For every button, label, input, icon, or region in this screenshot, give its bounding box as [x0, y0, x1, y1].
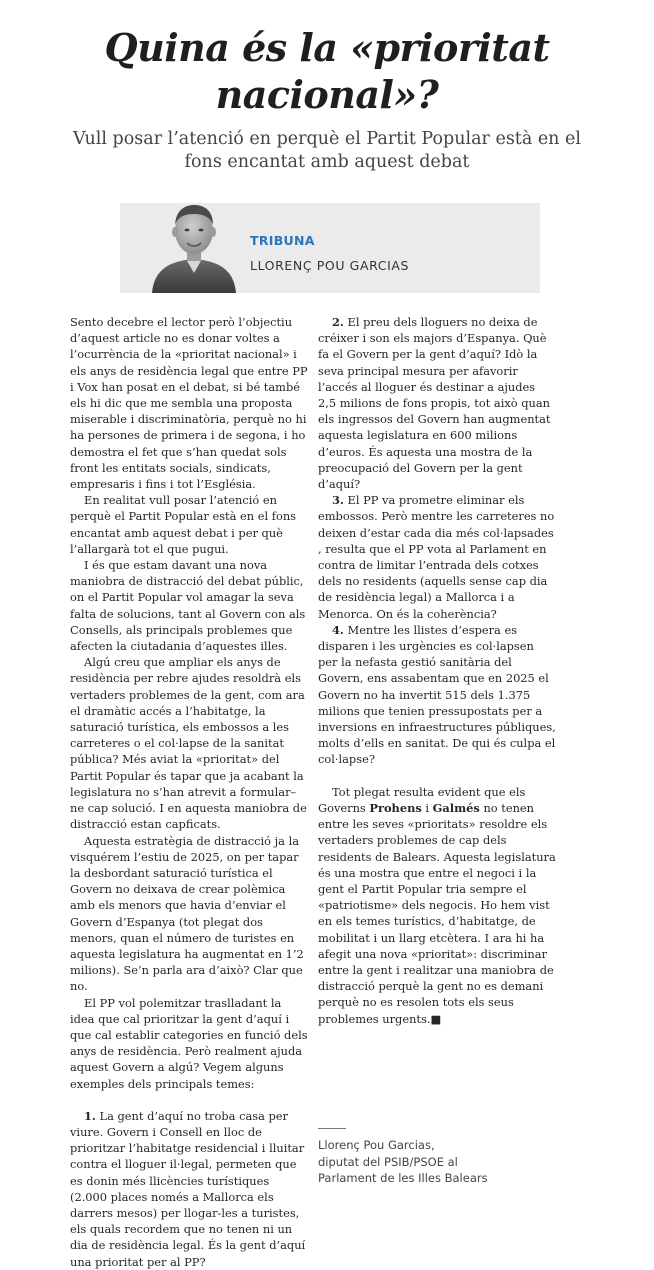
- list-item-text: La gent d’aquí no troba casa per viure. Govern i Consell en lloc de prioritzar l’habitatge residencial i lluitar contra el lloguer il·legal, permeten que es donin més llicències turístiques (2.000 places només a Mallorca els darrers mesos) per llogar-les a turistes, els quals recordem que no tenen ni un dia de residència legal. És la gent d’aquí una prioritat per al PP?: [70, 1108, 306, 1269]
- body-paragraph: En realitat vull posar l’atenció en perquè el Partit Popular està en el fons encantat amb aquest debat i per què l’allargarà tot el que pugui.: [70, 493, 296, 556]
- article-headline: [0, 0, 654, 118]
- headline-text: Quina és la «prioritat nacional»?: [104, 25, 550, 117]
- body-paragraph: El PP vol polemitzar traslladant la idea que cal prioritzar la gent d’aquí i que cal establir categories en funció dels anys de residència. Però realment ajuda aquest Govern a algú? Vegem alguns exemples dels principals temes:: [70, 995, 308, 1091]
- author-signature: [318, 1128, 558, 1187]
- end-mark-icon: ■: [430, 1011, 442, 1026]
- body-paragraph: Sento decebre el lector però l’objectiu d’aquest article no es donar voltes a l’ocurrència de la «prioritat nacional» i els anys de residència legal que entre PP i Vox han posat en el debat, si bé també els hi dic que me sembla una proposta miserable i discriminatòria, perquè no hi ha persones de primera i de segona, i ho demostra el fet que s’han quedat sols front les entitats socials, sindicats, empresaris i fins i tot l’Església.: [70, 315, 308, 492]
- signature-institution: Parlament de les Illes Balears: [318, 1171, 488, 1185]
- article-body: [0, 314, 654, 1269]
- signature-divider: [318, 1128, 346, 1129]
- list-item-3: [318, 492, 556, 622]
- article-subtitle: Vull posar l’atenció en perquè el Partit Popular està en el fons encantat amb aquest debat: [73, 129, 581, 172]
- list-item-4: [318, 622, 556, 768]
- closing-name-galmes: Galmés: [432, 800, 480, 815]
- list-item-number: 1.: [84, 1108, 96, 1123]
- byline-section-label: TRIBUNA: [250, 233, 315, 248]
- list-item-text: El preu dels lloguers no deixa de créixer i son els majors d’Espanya. Què fa el Govern per la gent d’aquí? Idò la seva principal mesura per afavorir l’accés al lloguer és destinar a ajudes 2,5 milions de fons propis, tot això quan els ingressos del Govern han augmentat aquesta legislatura en 600 milions d’euros. És aquesta una mostra de la preocupació del Govern per la gent d’aquí?: [318, 315, 551, 492]
- body-column-right: [318, 314, 556, 1027]
- closing-name-prohens: Prohens: [369, 800, 422, 815]
- closing-text-c: no tenen entre les seves «prioritats» resoldre els vertaders problemes de cap dels residents de Balears. Aquesta legislatura és una mostra que entre el negoci i la gent el Partit Popular tria sempre el «patriotisme» dels negocis. Ho hem vist en els temes turístics, d’habitatge, de mobilitat i un llarg etcètera. I ara hi ha afegit una nova «prioritat»: discriminar entre la gent i realitzar una maniobra de distracció perquè la gent no es demani perquè no es resolen tots els seus problemes urgents.: [318, 800, 556, 1026]
- body-paragraph: I és que estam davant una nova maniobra de distracció del debat públic, on el Partit Popular vol amagar la seva falta de solucions, tant al Govern con als Consells, als principals problemes que afecten la ciutadania d’aquestes illes.: [70, 558, 306, 654]
- closing-text-a: Tot plegat resulta evident que els Governs: [318, 784, 526, 815]
- author-photo: [148, 197, 240, 293]
- list-item-number: 3.: [332, 493, 344, 508]
- body-paragraph: Aquesta estratègia de distracció ja la visquérem l’estiu de 2025, on per tapar la desbordant saturació turística el Govern no deixava de crear polèmica amb els menors que havia d’enviar el Govern d’Espanya (tot plegat dos menors, quan el número de turistes en aquesta legislatura ha augmentat en 1’2 milions). Se’n parla ara d’això? Clar que no.: [70, 833, 304, 994]
- closing-text-b: i: [421, 800, 433, 815]
- list-item-2: [318, 314, 556, 492]
- list-item-number: 4.: [332, 622, 344, 637]
- byline-author-name: LLORENÇ POU GARCIAS: [250, 258, 410, 273]
- list-item-number: 2.: [332, 315, 344, 329]
- list-item-1: [70, 1108, 308, 1270]
- body-paragraph: Algú creu que ampliar els anys de residència per rebre ajudes resoldrà els vertaders problemes de la gent, com ara el dramàtic accés a l’habitatge, la saturació turística, els embossos a les carreteres o el col·lapse de la sanitat pública? Més aviat la «prioritat» del Partit Popular és tapar que ja acabant la legislatura no s’han atrevit a formular–ne cap solució. I en aquesta maniobra de distracció estan capficats.: [70, 655, 307, 832]
- list-item-text: Mentre les llistes d’espera es disparen i les urgències es col·lapsen per la nefasta gestió sanitària del Govern, ens assabentam que en 2025 el Govern no ha invertit 515 dels 1.375 milions que tenien pressupostats per a inversions en infraestructures públiques, molts d’ells en sanitat. De qui és culpa el col·lapse?: [318, 622, 556, 767]
- byline-box: [120, 203, 540, 293]
- body-column-left: [70, 314, 308, 1270]
- signature-role: diputat del PSIB/PSOE al: [318, 1154, 458, 1169]
- list-item-text: El PP va prometre eliminar els embossos. Però mentre les carreteres no deixen d’estar cada dia més col·lapsades , resulta que el PP vota al Parlament en contra de limitar l’entrada dels cotxes dels no residents (aquells sense cap dia de residència legal) a Mallorca i a Menorca. On és la coherència?: [318, 493, 555, 621]
- signature-name: Llorenç Pou Garcias,: [318, 1138, 435, 1152]
- closing-paragraph: [318, 784, 556, 1027]
